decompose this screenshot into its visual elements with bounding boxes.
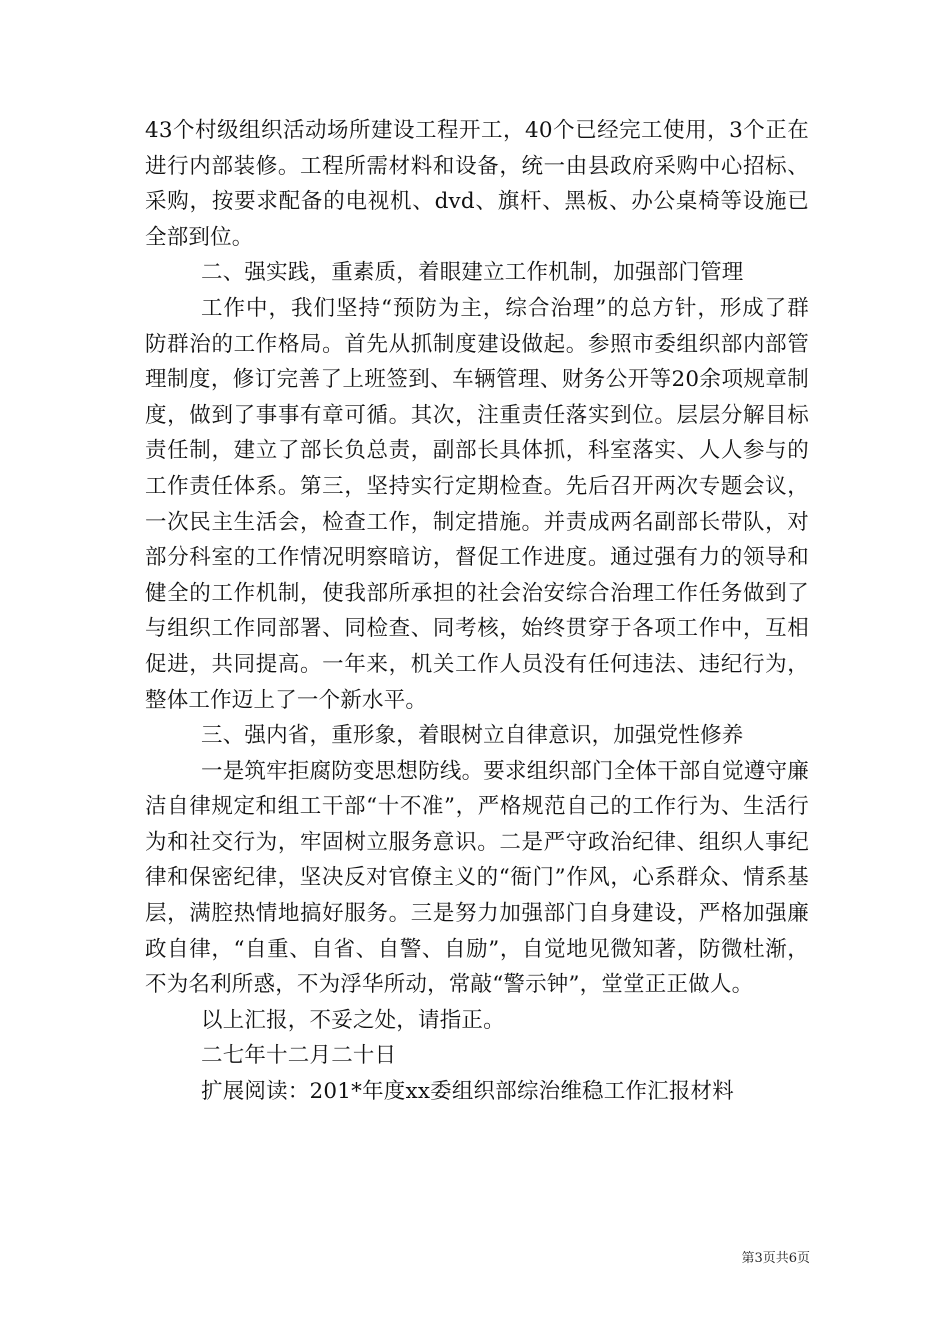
- paragraph-work-mechanism: 工作中，我们坚持“预防为主，综合治理”的总方针，形成了群防群治的工作格局。首先从抓制度建设做起。参照市委组织部内部管理制度，修订完善了上班签到、车辆管理、财务公开等20余项规章制度，做到了事事有章可循。其次，注重责任落实到位。层层分解目标责任制，建立了部长负总责，副部长具体抓，科室落实、人人参与的工作责任体系。第三，坚持实行定期检查。先后召开两次专题会议，一次民主生活会，检查工作，制定措施。并责成两名副部长带队，对部分科室的工作情况明察暗访，督促工作进度。通过强有力的领导和健全的工作机制，使我部所承担的社会治安综合治理工作任务做到了与组织工作同部署、同检查、同考核，始终贯穿于各项工作中，互相促进，共同提高。一年来，机关工作人员没有任何违法、违纪行为，整体工作迈上了一个新水平。: [145, 295, 809, 713]
- section-heading-3: 三、强内省，重形象，着眼树立自律意识，加强党性修养: [201, 723, 744, 749]
- paragraph-continued: 43个村级组织活动场所建设工程开工，40个已经完工使用，3个正在进行内部装修。工程所需材料和设备，统一由县政府采购中心招标、采购，按要求配备的电视机、dvd、旗杆、黑板、办公桌椅等设施已全部到位。: [145, 118, 809, 250]
- section-heading-2: 二、强实践，重素质，着眼建立工作机制，加强部门管理: [201, 260, 744, 286]
- document-date: 二七年十二月二十日: [201, 1043, 397, 1069]
- document-body: [145, 113, 809, 1110]
- closing-remark: 以上汇报，不妥之处，请指正。: [201, 1007, 505, 1033]
- paragraph-self-discipline: 一是筑牢拒腐防变思想防线。要求组织部门全体干部自觉遵守廉洁自律规定和组工干部“十不准”，严格规范自己的工作行为、生活行为和社交行为，牢固树立服务意识。二是严守政治纪律、组织人事纪律和保密纪律，坚决反对官僚主义的“衙门”作风，心系群众、情系基层，满腔热情地搞好服务。三是努力加强部门自身建设，严格加强廉政自律，“自重、自省、自警、自励”，自觉地见微知著，防微杜渐，不为名利所惑，不为浮华所动，常敲“警示钟”，堂堂正正做人。: [145, 758, 809, 998]
- page-number: 第3页共6页: [741, 1251, 810, 1266]
- extended-reading-title: 扩展阅读：201*年度xx委组织部综治维稳工作汇报材料: [201, 1079, 734, 1105]
